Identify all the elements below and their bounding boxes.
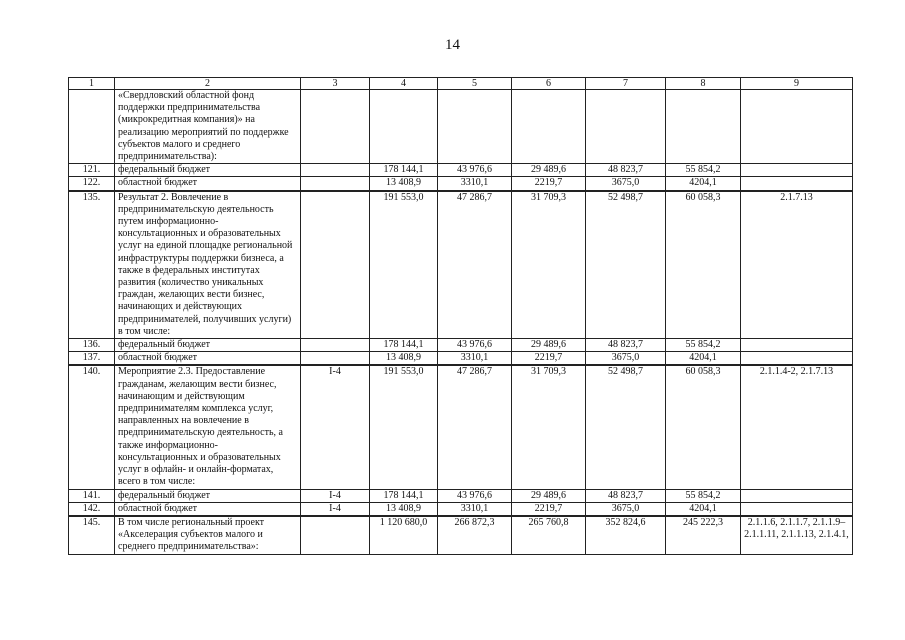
table-row xyxy=(69,339,853,352)
table-cell: 2219,7 xyxy=(512,352,586,366)
row-name-cell: федеральный бюджет xyxy=(115,164,301,177)
table-cell: 60 058,3 xyxy=(666,365,741,489)
table-cell: 31 709,3 xyxy=(512,191,586,339)
table-cell: 29 489,6 xyxy=(512,164,586,177)
table-cell xyxy=(741,352,853,366)
budget-table xyxy=(68,77,853,555)
row-name-cell: Мероприятие 2.3. Предоставление гражданам, желающим вести бизнес, начинающим и действующим предпринимателям комплекса услуг, направленных на вовлечение в предпринимательскую деятельность, а также информационно-консультационных и образовательных услуг в офлайн- и онлайн-форматах, всего в том числе: xyxy=(115,365,301,489)
table-cell: 178 144,1 xyxy=(370,164,438,177)
table-row xyxy=(69,352,853,366)
table-cell: 245 222,3 xyxy=(666,516,741,554)
table-cell: 48 823,7 xyxy=(586,339,666,352)
header-cell: 1 xyxy=(69,78,115,90)
page-number: 14 xyxy=(445,37,460,53)
table-cell xyxy=(741,177,853,191)
table-cell: 47 286,7 xyxy=(438,365,512,489)
table-cell xyxy=(741,90,853,164)
row-name-cell: областной бюджет xyxy=(115,352,301,366)
table-cell: 3310,1 xyxy=(438,502,512,516)
table-cell xyxy=(741,489,853,502)
table-row xyxy=(69,502,853,516)
header-row xyxy=(69,78,853,90)
header-cell: 9 xyxy=(741,78,853,90)
table-cell: 3675,0 xyxy=(586,177,666,191)
table-cell xyxy=(512,90,586,164)
table-cell: 2219,7 xyxy=(512,502,586,516)
table-cell xyxy=(741,164,853,177)
row-name-cell: областной бюджет xyxy=(115,177,301,191)
table-cell: 2.1.7.13 xyxy=(741,191,853,339)
row-number-cell: 145. xyxy=(69,516,115,554)
table-cell xyxy=(741,502,853,516)
table-cell: 178 144,1 xyxy=(370,489,438,502)
table-cell: 31 709,3 xyxy=(512,365,586,489)
table-cell xyxy=(301,191,370,339)
table-cell: 265 760,8 xyxy=(512,516,586,554)
table-cell xyxy=(438,90,512,164)
row-name-cell: областной бюджет xyxy=(115,502,301,516)
table-cell: 43 976,6 xyxy=(438,164,512,177)
table-cell: 191 553,0 xyxy=(370,191,438,339)
table-cell: 29 489,6 xyxy=(512,489,586,502)
table-cell: 48 823,7 xyxy=(586,489,666,502)
table-row xyxy=(69,191,853,339)
table-cell: 4204,1 xyxy=(666,177,741,191)
table-cell: 47 286,7 xyxy=(438,191,512,339)
table-cell: 4204,1 xyxy=(666,502,741,516)
header-cell: 2 xyxy=(115,78,301,90)
table-cell xyxy=(370,90,438,164)
table-cell: I-4 xyxy=(301,502,370,516)
row-name-cell: «Свердловский областной фонд поддержки предпринимательства (микрокредитная компания)» на реализацию мероприятий по поддержке субъектов малого и среднего предпринимательства): xyxy=(115,90,301,164)
header-cell: 4 xyxy=(370,78,438,90)
row-name-cell: федеральный бюджет xyxy=(115,339,301,352)
table-cell xyxy=(301,352,370,366)
row-name-cell: федеральный бюджет xyxy=(115,489,301,502)
row-number-cell: 140. xyxy=(69,365,115,489)
table-row xyxy=(69,489,853,502)
row-number-cell: 135. xyxy=(69,191,115,339)
table-cell xyxy=(301,164,370,177)
table-cell: I-4 xyxy=(301,489,370,502)
table-cell: 3675,0 xyxy=(586,502,666,516)
row-name-cell: Результат 2. Вовлечение в предпринимательскую деятельность путем информационно-консультационных и образовательных услуг на единой площадке региональной инфраструктуры поддержки бизнеса, а также в федеральных институтах развития (количество уникальных граждан, желающих вести бизнес, начинающих и действующих предпринимателей, получивших услуги) в том числе: xyxy=(115,191,301,339)
table-cell: 191 553,0 xyxy=(370,365,438,489)
table-cell: 55 854,2 xyxy=(666,164,741,177)
row-number-cell: 136. xyxy=(69,339,115,352)
table-cell: 48 823,7 xyxy=(586,164,666,177)
row-number-cell: 137. xyxy=(69,352,115,366)
table-row xyxy=(69,516,853,554)
table-cell: 4204,1 xyxy=(666,352,741,366)
table-cell: 2.1.1.4-2, 2.1.7.13 xyxy=(741,365,853,489)
table-cell xyxy=(301,516,370,554)
table-cell: 55 854,2 xyxy=(666,489,741,502)
table-cell: 60 058,3 xyxy=(666,191,741,339)
table-cell: 52 498,7 xyxy=(586,365,666,489)
table-cell: 2219,7 xyxy=(512,177,586,191)
row-number-cell: 142. xyxy=(69,502,115,516)
header-cell: 8 xyxy=(666,78,741,90)
table-cell xyxy=(301,177,370,191)
header-cell: 6 xyxy=(512,78,586,90)
table-cell: 178 144,1 xyxy=(370,339,438,352)
table-cell: 29 489,6 xyxy=(512,339,586,352)
row-number-cell: 141. xyxy=(69,489,115,502)
table-cell: 1 120 680,0 xyxy=(370,516,438,554)
table-cell: 13 408,9 xyxy=(370,177,438,191)
row-name-cell: В том числе региональный проект «Акселерация субъектов малого и среднего предпринимательства»: xyxy=(115,516,301,554)
table-cell: 55 854,2 xyxy=(666,339,741,352)
table-cell: 13 408,9 xyxy=(370,502,438,516)
table-cell: 352 824,6 xyxy=(586,516,666,554)
header-cell: 5 xyxy=(438,78,512,90)
table-cell: I-4 xyxy=(301,365,370,489)
table-cell: 43 976,6 xyxy=(438,489,512,502)
table-cell: 3310,1 xyxy=(438,177,512,191)
table-cell: 52 498,7 xyxy=(586,191,666,339)
table-cell xyxy=(301,339,370,352)
table-cell: 266 872,3 xyxy=(438,516,512,554)
table-cell: 3310,1 xyxy=(438,352,512,366)
table-cell xyxy=(301,90,370,164)
table-cell: 2.1.1.6, 2.1.1.7, 2.1.1.9–2.1.1.11, 2.1.1.13, 2.1.4.1, xyxy=(741,516,853,554)
table-cell xyxy=(666,90,741,164)
table-row xyxy=(69,164,853,177)
table-row xyxy=(69,365,853,489)
table-cell: 43 976,6 xyxy=(438,339,512,352)
row-number-cell: 121. xyxy=(69,164,115,177)
row-number-cell: 122. xyxy=(69,177,115,191)
table-cell: 13 408,9 xyxy=(370,352,438,366)
row-number-cell xyxy=(69,90,115,164)
table-cell: 3675,0 xyxy=(586,352,666,366)
table-cell xyxy=(741,339,853,352)
table-row xyxy=(69,177,853,191)
header-cell: 7 xyxy=(586,78,666,90)
table-row xyxy=(69,90,853,164)
table-cell xyxy=(586,90,666,164)
header-cell: 3 xyxy=(301,78,370,90)
